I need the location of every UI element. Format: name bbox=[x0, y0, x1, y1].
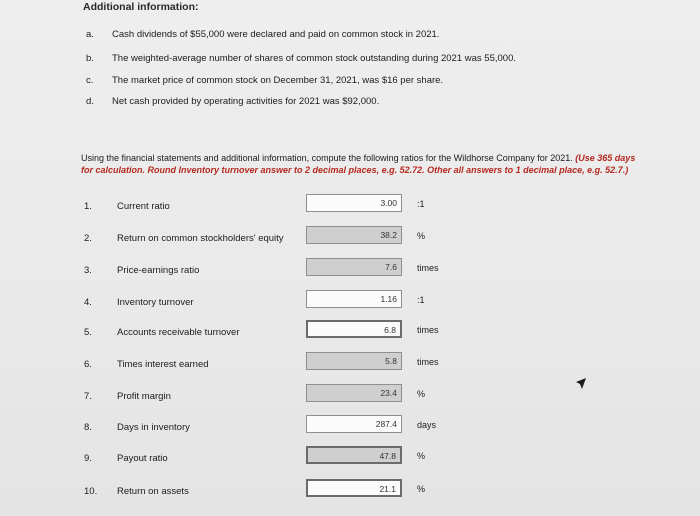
ratio-answer-value: 6.8 bbox=[384, 325, 396, 335]
ratio-answer-input[interactable] bbox=[306, 352, 402, 370]
ratio-unit: times bbox=[417, 325, 439, 335]
ratio-label: Price-earnings ratio bbox=[117, 265, 200, 276]
ratio-answer-value: 21.1 bbox=[379, 484, 396, 494]
ratio-row-price-earnings bbox=[0, 258, 700, 284]
ratio-unit: :1 bbox=[417, 295, 425, 305]
ratio-label: Accounts receivable turnover bbox=[117, 327, 240, 338]
info-text: Cash dividends of $55,000 were declared and paid on common stock in 2021. bbox=[112, 29, 440, 40]
ratio-answer-value: 3.00 bbox=[380, 198, 397, 208]
ratio-unit: % bbox=[417, 389, 426, 399]
info-text: The market price of common stock on December 31, 2021, was $16 per share. bbox=[112, 75, 444, 86]
ratio-answer-value: 38.2 bbox=[380, 230, 397, 240]
mouse-cursor-icon bbox=[574, 377, 588, 391]
ratio-number: 2. bbox=[84, 233, 92, 244]
info-letter: c. bbox=[86, 75, 94, 86]
ratio-unit: days bbox=[417, 420, 437, 430]
ratio-answer-value: 23.4 bbox=[380, 388, 397, 398]
ratio-answer-input[interactable] bbox=[306, 290, 402, 308]
ratio-label: Payout ratio bbox=[117, 453, 168, 464]
ratio-answer-input[interactable] bbox=[306, 194, 402, 212]
ratio-unit: times bbox=[417, 263, 439, 273]
ratio-label: Profit margin bbox=[117, 391, 171, 402]
ratio-unit: % bbox=[417, 231, 426, 241]
ratio-answer-value: 7.6 bbox=[385, 262, 397, 272]
instructions-text: Using the financial statements and additional information, compute the following ratios for the Wildhorse Company for 2021. bbox=[81, 153, 576, 163]
ratio-answer-input[interactable] bbox=[306, 415, 402, 433]
ratio-row-times-interest-earned bbox=[0, 352, 700, 378]
info-letter: a. bbox=[86, 29, 94, 40]
ratio-label: Return on common stockholders' equity bbox=[117, 233, 284, 244]
ratio-number: 4. bbox=[84, 297, 92, 308]
ratio-row-payout-ratio bbox=[0, 446, 700, 472]
ratio-number: 10. bbox=[84, 486, 98, 497]
ratio-number: 7. bbox=[84, 391, 92, 402]
ratio-row-return-on-assets bbox=[0, 479, 700, 505]
ratio-answer-value: 287.4 bbox=[375, 419, 397, 429]
instructions-rounding-note: (Use 365 days for calculation. Round Inventory turnover answer to 2 decimal places, e.g. 52.72. Other all answers to 1 decimal place, e.g. 52.7.) bbox=[81, 153, 636, 175]
ratio-unit: times bbox=[417, 357, 439, 367]
ratio-answer-input[interactable] bbox=[306, 320, 402, 338]
ratio-unit: % bbox=[417, 451, 426, 461]
ratio-unit: :1 bbox=[417, 199, 425, 209]
ratio-label: Times interest earned bbox=[117, 359, 209, 370]
additional-info-heading: Additional information: bbox=[83, 1, 199, 13]
info-text: The weighted-average number of shares of common stock outstanding during 2021 was 55,000. bbox=[112, 53, 516, 64]
ratio-number: 1. bbox=[84, 201, 92, 212]
ratio-number: 6. bbox=[84, 359, 92, 370]
ratio-answer-input[interactable] bbox=[306, 479, 402, 497]
ratio-number: 8. bbox=[84, 422, 92, 433]
ratio-number: 3. bbox=[84, 265, 92, 276]
info-letter: d. bbox=[86, 96, 94, 107]
ratio-row-current-ratio bbox=[0, 194, 700, 220]
ratio-answer-value: 1.16 bbox=[380, 294, 397, 304]
ratio-number: 5. bbox=[84, 327, 92, 338]
ratio-row-return-on-equity bbox=[0, 226, 700, 252]
ratio-row-inventory-turnover bbox=[0, 290, 700, 316]
ratio-unit: % bbox=[417, 484, 426, 494]
ratio-row-profit-margin bbox=[0, 384, 700, 410]
ratio-label: Return on assets bbox=[117, 486, 189, 497]
instructions bbox=[81, 152, 641, 176]
info-text: Net cash provided by operating activities for 2021 was $92,000. bbox=[112, 96, 380, 107]
ratio-label: Inventory turnover bbox=[117, 297, 194, 308]
ratio-label: Current ratio bbox=[117, 201, 170, 212]
ratio-row-days-in-inventory bbox=[0, 415, 700, 441]
info-letter: b. bbox=[86, 53, 94, 64]
ratio-answer-input[interactable] bbox=[306, 384, 402, 402]
ratio-row-receivable-turnover bbox=[0, 320, 700, 346]
ratio-answer-value: 5.8 bbox=[385, 356, 397, 366]
ratio-answer-input[interactable] bbox=[306, 226, 402, 244]
ratio-answer-input[interactable] bbox=[306, 446, 402, 464]
ratio-number: 9. bbox=[84, 453, 92, 464]
ratio-label: Days in inventory bbox=[117, 422, 190, 433]
ratio-answer-value: 47.8 bbox=[379, 451, 396, 461]
ratio-answer-input[interactable] bbox=[306, 258, 402, 276]
